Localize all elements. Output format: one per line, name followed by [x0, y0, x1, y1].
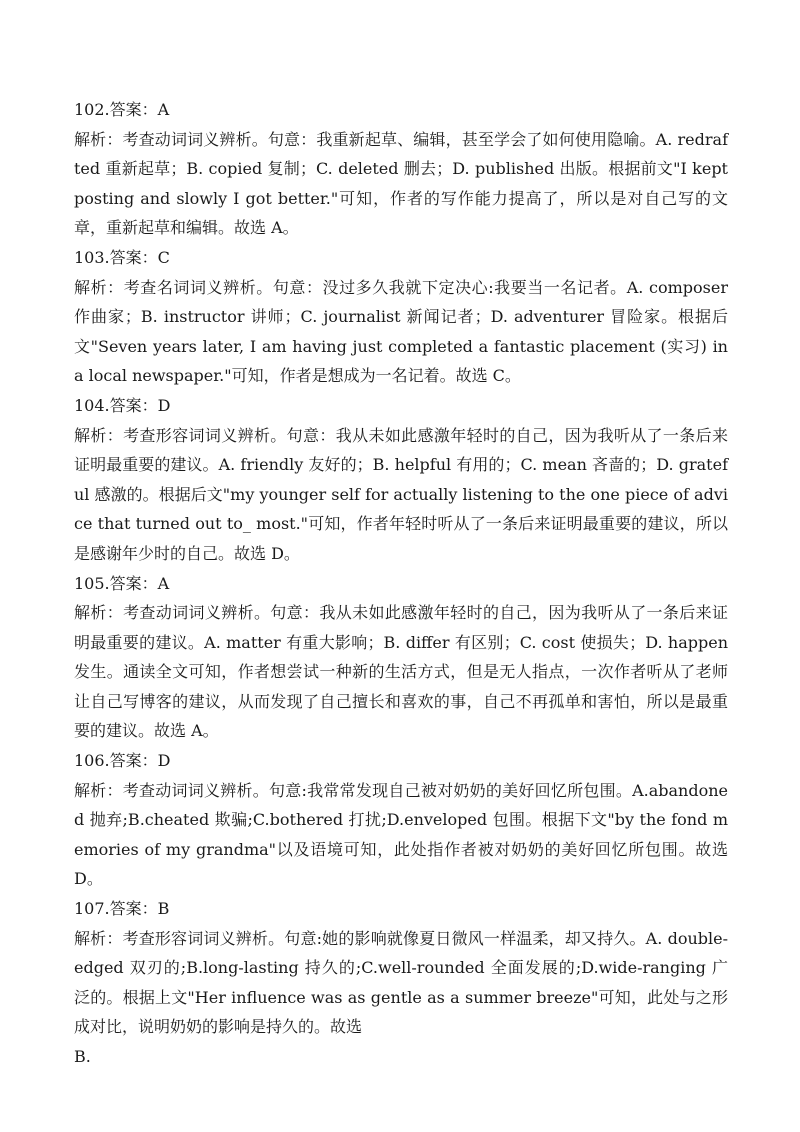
answer-item-105: [74, 569, 728, 747]
answer-item-102: [74, 95, 728, 243]
answer-line: 103.答案：C: [74, 247, 170, 267]
explanation-text: 解析：考查名词词义辨析。句意：没过多久我就下定决心:我要当一名记者。A. composer 作曲家；B. instructor 讲师；C. journalist 新闻记者；D. adventurer 冒险家。根据后文"Seven years later, I am having just completed a fantastic placement (实习) in a local newspaper."可知，作者是想成为一名记着。故选 C。: [74, 277, 728, 386]
answer-line: 105.答案：A: [74, 573, 170, 593]
explanation-tail: B.: [74, 1047, 91, 1066]
explanation-text: 解析：考查动词词义辨析。句意：我重新起草、编辑，甚至学会了如何使用隐喻。A. redrafted 重新起草；B. copied 复制；C. deleted 删去；D. published 出版。根据前文"I kept posting and slowly I got better."可知，作者的写作能力提高了，所以是对自己写的文章，重新起草和编辑。故选 A。: [74, 129, 728, 238]
answer-line: 106.答案：D: [74, 751, 171, 771]
explanation-text: 解析：考查形容词词义辨析。句意：我从未如此感激年轻时的自己，因为我听从了一条后来证明最重要的建议。A. friendly 友好的；B. helpful 有用的；C. mean 吝啬的；D. grateful 感激的。根据后文"my younger self for actually listening to the one piece of advice that turned out to_ most."可知，作者年轻时听从了一条后来证明最重要的建议，所以是感谢年少时的自己。故选 D。: [74, 425, 728, 563]
explanation-text: 解析：考查形容词词义辨析。句意:她的影响就像夏日微风一样温柔，却又持久。A. double-edged 双刃的;B.long-lasting 持久的;C.well-rounded 全面发展的;D.wide-ranging 广泛的。根据上文"Her influence was as gentle as a summer breeze"可知，此处与之形成对比，说明奶奶的影响是持久的。故选: [74, 928, 728, 1037]
answer-item-106: [74, 746, 728, 894]
explanation-text: 解析：考查动词词义辨析。句意：我从未如此感激年轻时的自己，因为我听从了一条后来证明最重要的建议。A. matter 有重大影响；B. differ 有区别；C. cost 使损失；D. happen 发生。通读全文可知，作者想尝试一种新的生活方式，但是无人指点，一次作者听从了老师让自己写博客的建议，从而发现了自己擅长和喜欢的事，自己不再孤单和害怕，所以是最重要的建议。故选 A。: [74, 603, 728, 741]
answer-item-104: [74, 391, 728, 569]
answer-line: 102.答案：A: [74, 100, 170, 119]
answer-line: 104.答案：D: [74, 395, 171, 415]
explanation-text: 解析：考查动词词义辨析。句意:我常常发现自己被对奶奶的美好回忆所包围。A.abandoned 抛弃;B.cheated 欺骗;C.bothered 打扰;D.enveloped 包围。根据下文"by the fond memories of my grandma"以及语境可知，此处指作者被对奶奶的美好回忆所包围。故选 D。: [74, 780, 728, 889]
answer-item-107: [74, 894, 728, 1072]
answer-item-103: [74, 243, 728, 391]
answer-line: 107.答案：B: [74, 899, 170, 919]
